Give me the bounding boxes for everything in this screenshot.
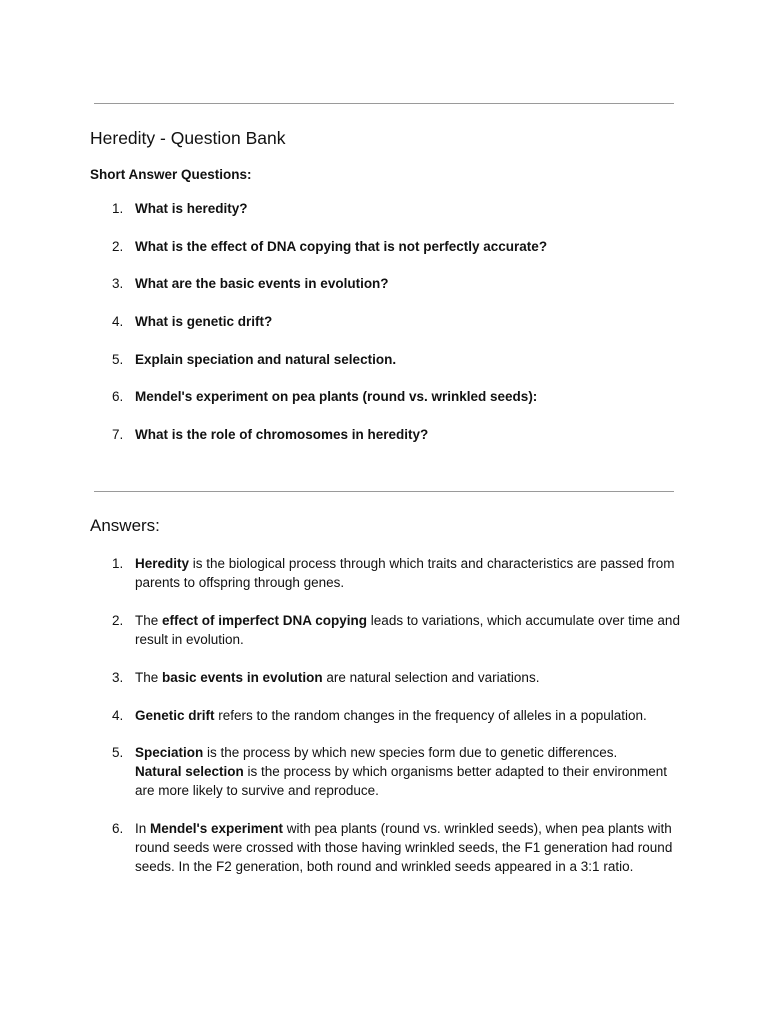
question-item bbox=[90, 352, 710, 390]
question-text: Mendel's experiment on pea plants (round vs. wrinkled seeds): bbox=[135, 389, 538, 405]
list-number: 2. bbox=[112, 238, 124, 254]
answer-text: are natural selection and variations. bbox=[322, 670, 540, 685]
question-text: What is heredity? bbox=[135, 201, 248, 216]
question-item bbox=[90, 314, 710, 352]
list-number: 2. bbox=[112, 613, 124, 628]
answer-item bbox=[90, 743, 680, 819]
answer-bold-term: Genetic drift bbox=[135, 708, 215, 723]
answer-text: is the process by which organisms better adapted to their environment are more likely to survive and reproduce. bbox=[135, 764, 668, 798]
question-text: What is the role of chromosomes in heredity? bbox=[135, 427, 429, 443]
list-number: 1. bbox=[112, 201, 124, 216]
question-item bbox=[90, 276, 710, 314]
list-number: 6. bbox=[112, 821, 124, 836]
question-list bbox=[90, 201, 710, 465]
question-text: What is the effect of DNA copying that is not perfectly accurate? bbox=[135, 238, 548, 254]
list-number: 4. bbox=[112, 708, 124, 723]
list-number: 5. bbox=[112, 351, 124, 367]
question-item bbox=[90, 201, 710, 239]
answer-bold-term: effect of imperfect DNA copying bbox=[162, 613, 368, 628]
answer-item bbox=[90, 706, 680, 743]
answer-item bbox=[90, 819, 680, 895]
answer-pre: The bbox=[135, 670, 163, 685]
question-item bbox=[90, 389, 710, 427]
question-item bbox=[90, 427, 710, 465]
answer-text: leads to variations, which accumulate over time and result in evolution. bbox=[135, 613, 680, 647]
horizontal-divider bbox=[94, 491, 674, 492]
answer-pre: The bbox=[135, 613, 163, 628]
list-number: 7. bbox=[112, 427, 124, 443]
answer-bold-term: Mendel's experiment bbox=[150, 821, 284, 836]
page-title: Heredity - Question Bank bbox=[90, 128, 286, 148]
answer-text: is the process by which new species form due to genetic differences. bbox=[203, 745, 618, 760]
question-text: What are the basic events in evolution? bbox=[135, 276, 389, 292]
question-text: What is genetic drift? bbox=[135, 314, 273, 330]
list-number: 5. bbox=[112, 745, 124, 760]
list-number: 3. bbox=[112, 670, 124, 685]
answer-bold-term: Speciation bbox=[135, 745, 204, 760]
list-number: 4. bbox=[112, 314, 124, 330]
answer-bold-term: Natural selection bbox=[135, 764, 244, 779]
answer-text: with pea plants (round vs. wrinkled seeds), when pea plants with round seeds were crossed with those having wrinkled seeds, the F1 generation had round seeds. In the F2 generation, both round and wrinkled seeds appeared in a 3:1 ratio. bbox=[135, 821, 673, 874]
answers-heading: Answers: bbox=[90, 516, 160, 535]
horizontal-divider bbox=[94, 103, 674, 104]
answer-text: refers to the random changes in the frequency of alleles in a population. bbox=[214, 708, 647, 723]
answer-text: is the biological process through which traits and characteristics are passed from parents to offspring through genes. bbox=[135, 556, 675, 590]
answer-pre: In bbox=[135, 821, 151, 836]
question-text: Explain speciation and natural selection. bbox=[135, 351, 397, 367]
answer-item bbox=[90, 668, 680, 706]
answer-bold-term: basic events in evolution bbox=[162, 670, 323, 685]
list-number: 6. bbox=[112, 389, 124, 405]
list-number: 3. bbox=[112, 276, 124, 292]
short-answer-heading: Short Answer Questions: bbox=[90, 167, 252, 182]
answer-bold-term: Heredity bbox=[135, 556, 190, 571]
list-number: 1. bbox=[112, 556, 124, 571]
answer-item bbox=[90, 611, 680, 668]
answer-list bbox=[90, 554, 680, 895]
answer-item bbox=[90, 554, 680, 611]
question-item bbox=[90, 239, 710, 277]
